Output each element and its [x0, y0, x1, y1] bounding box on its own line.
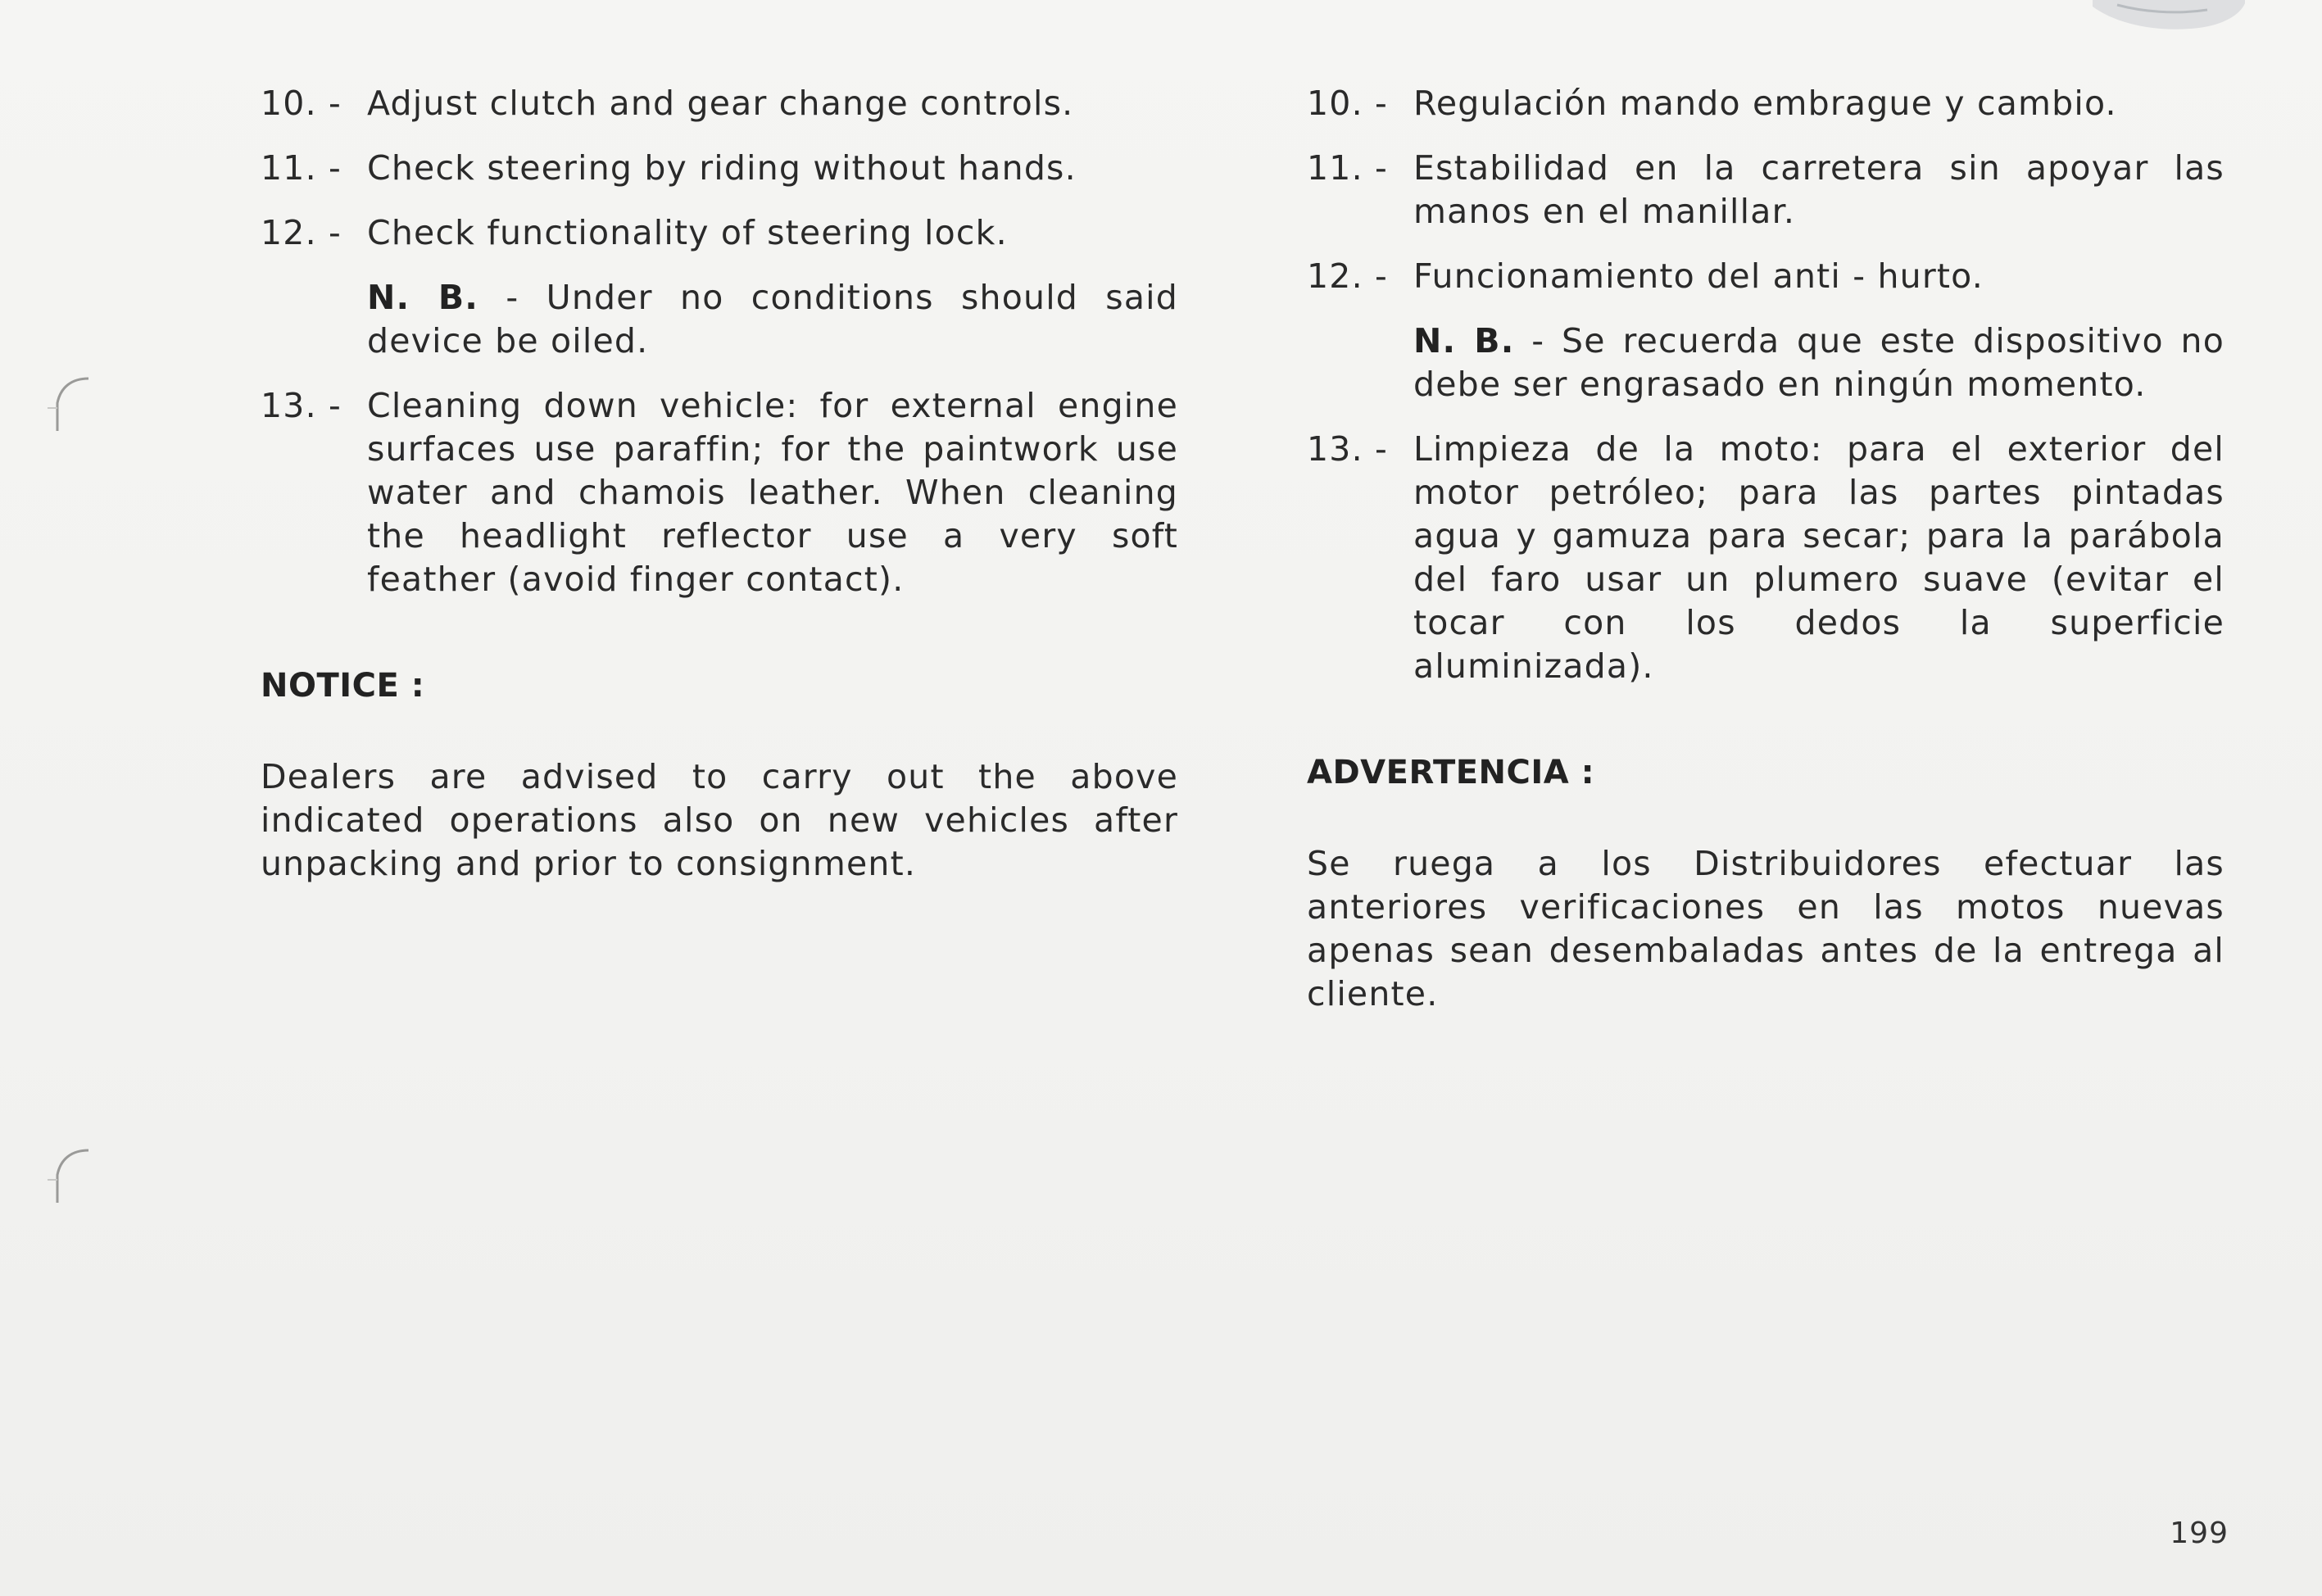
list-item [261, 147, 1178, 190]
item-number: 12. - [1307, 256, 1389, 296]
item-number: 12. - [261, 213, 342, 252]
item-number: 10. - [1307, 84, 1389, 123]
binder-hole-mark-icon [48, 1147, 97, 1204]
list-item [261, 82, 1178, 125]
item-text: Check steering by riding without hands. [367, 148, 1077, 188]
item-text: Limpieza de la moto: para el exterior del motor petróleo; para las partes pintadas agua y gamuza para secar; para la parábola del faro usar un plumero suave (evitar el tocar con los dedos la superficie aluminizada). [1413, 429, 2224, 686]
list-item [261, 384, 1178, 601]
binder-hole-mark-icon [48, 375, 97, 433]
item-text: Adjust clutch and gear change controls. [367, 84, 1074, 123]
item-text: Estabilidad en la carretera sin apoyar las manos en el manillar. [1413, 148, 2224, 231]
spanish-column [1307, 82, 2224, 1016]
note-block [1307, 320, 2224, 406]
item-text: Regulación mando embrague y cambio. [1413, 84, 2117, 123]
item-number: 10. - [261, 84, 342, 123]
note-label: N. B. [1413, 321, 1515, 360]
item-text: Funcionamiento del anti - hurto. [1413, 256, 1984, 296]
advertencia-paragraph: Se ruega a los Distribuidores efectuar las anteriores verificaciones en las motos nuevas apenas sean desembaladas antes de la entrega al cliente. [1307, 844, 2224, 1013]
item-text: Cleaning down vehicle: for external engine surfaces use paraffin; for the paintwork use water and chamois leather. When cleaning the headlight reflector use a very soft feather (avoid finger contact). [367, 386, 1178, 599]
note-text: - Se recuerda que este dispositivo no debe ser engrasado en ningún momento. [1413, 321, 2224, 404]
note-block [261, 276, 1178, 363]
list-item [261, 211, 1178, 255]
item-number: 13. - [1307, 429, 1389, 469]
page-number: 199 [2170, 1517, 2229, 1550]
paper-smudge-icon [2084, 0, 2248, 39]
list-item [1307, 255, 2224, 298]
note-label: N. B. [367, 278, 479, 317]
section-heading: NOTICE : [261, 667, 425, 705]
section-heading: ADVERTENCIA : [1307, 754, 1595, 791]
notice-paragraph: Dealers are advised to carry out the above indicated operations also on new vehicles after unpacking and prior to consignment. [261, 757, 1178, 883]
item-number: 11. - [1307, 148, 1389, 188]
list-item [1307, 147, 2224, 234]
english-column [261, 82, 1178, 886]
item-number: 13. - [261, 386, 342, 425]
note-text: - Under no conditions should said device be oiled. [367, 278, 1179, 360]
item-text: Check functionality of steering lock. [367, 213, 1008, 252]
item-number: 11. - [261, 148, 342, 188]
list-item [1307, 82, 2224, 125]
list-item [1307, 428, 2224, 688]
